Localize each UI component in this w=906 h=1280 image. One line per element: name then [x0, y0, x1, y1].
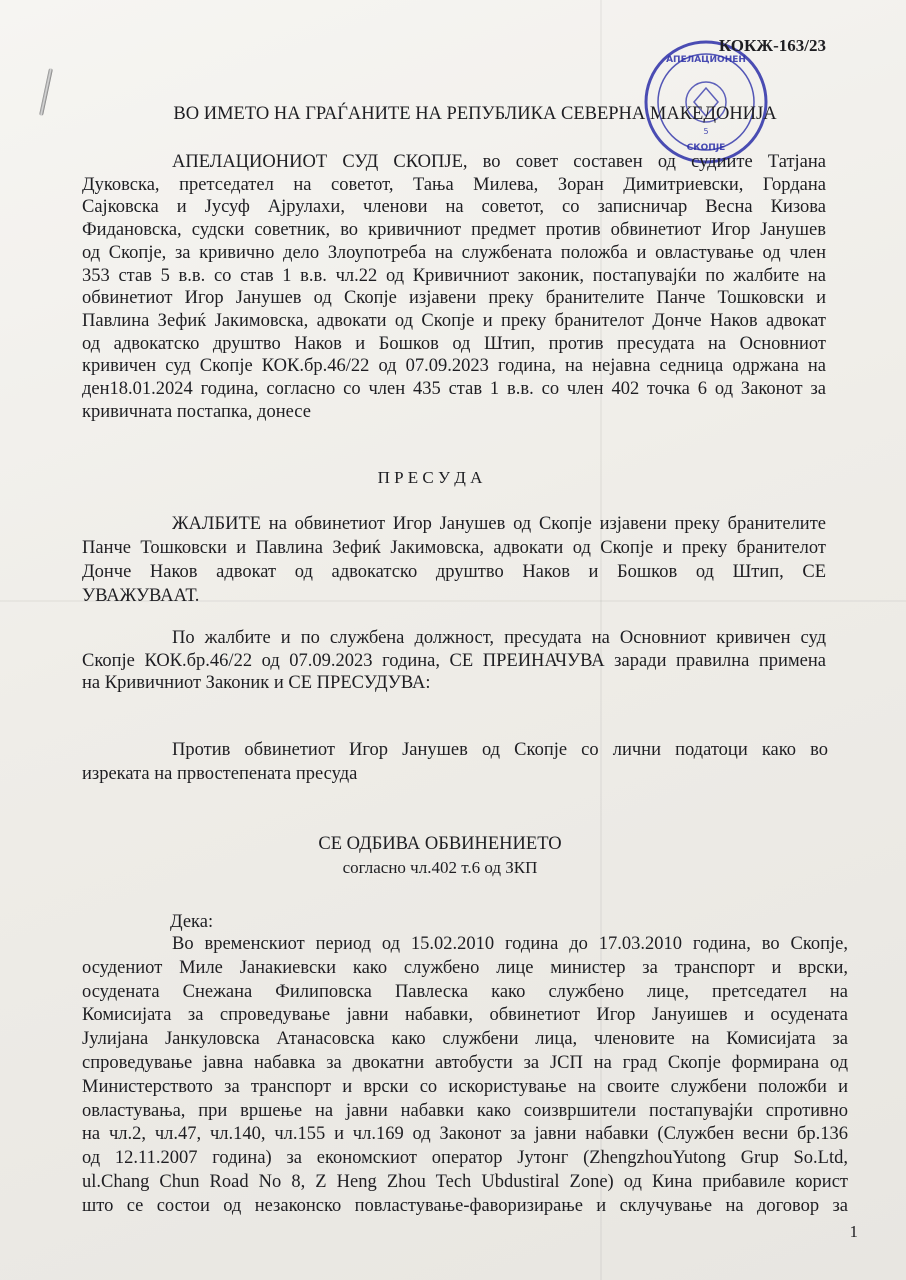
- text-line: Павлина Зефиќ Јакимовска, адвокати од Скопје и преку бранителот Донче Наков адвокат: [82, 310, 826, 331]
- svg-text:АПЕЛАЦИОНЕН: АПЕЛАЦИОНЕН: [666, 55, 746, 65]
- text-line: на чл.2, чл.47, чл.140, чл.155 и чл.169 од Законот за јавни набавки (Службен весни бр.136: [82, 1124, 848, 1145]
- page-number: 1: [849, 1222, 858, 1241]
- staple-mark: [39, 68, 53, 116]
- text-line: спроведување јавна набавка за двокатни автобусти за ЈСП на град Скопје формирана од: [82, 1053, 848, 1073]
- text-line: Против обвинетиот Игор Јанушев од Скопје со лични податоци како во: [172, 740, 828, 760]
- text-line: Дуковска, претседател на советот, Тања Милева, Зоран Димитриевски, Гордана: [82, 174, 826, 195]
- text-line: кривичен суд Скопје КОК.бр.46/22 од 07.09.2023 година, на нејавна седница одржана на: [82, 356, 826, 377]
- text-line: осудениот Миле Јанакиевски како службено лице министер за транспорт и врски,: [82, 957, 848, 978]
- text-line: Јулијана Јанкуловска Атанасовска како службени лица, членовите на Комисијата за: [82, 1029, 848, 1050]
- text-line: УВАЖУВААТ.: [82, 586, 200, 606]
- text-line: Панче Тошковски и Павлина Зефиќ Јакимовска, адвокати од Скопје и преку бранителот: [82, 538, 826, 558]
- dismissal-heading: СЕ ОДБИВА ОБВИНЕНИЕТО: [318, 834, 562, 854]
- text-line: Сајковска и Јусуф Ајрулахи, членови на советот, со записничар Весна Кизова: [82, 197, 826, 218]
- reason-label: Дека:: [170, 912, 214, 932]
- text-line: Скопје КОК.бр.46/22 од 07.09.2023 година, СЕ ПРЕИНАЧУВА заради правилна примена: [82, 650, 826, 671]
- text-line: кривичната постапка, донесе: [82, 401, 311, 422]
- text-line: ден18.01.2024 година, согласно со член 435 став 1 в.в. со член 402 точка 6 од Законот за: [82, 379, 826, 399]
- text-line: 353 став 5 в.в. со став 1 в.в. чл.22 од Кривичниот законик, постапувајќи по жалбите на: [82, 265, 826, 286]
- text-line: од адвокатско друштво Наков и Бошков од Штип, против пресудата на Основниот: [82, 333, 826, 354]
- text-line: Министерството за транспорт и врски со искористување на своите службени положби и: [82, 1076, 848, 1097]
- text-line: АПЕЛАЦИОНИОТ СУД СКОПЈЕ, во совет составен од судиите Татјана: [172, 152, 826, 172]
- verdict-heading: П Р Е С У Д А: [377, 468, 483, 487]
- text-line: обвинетиот Игор Јанушев од Скопје изјавени преку бранителите Панче Тошковски и: [82, 288, 826, 309]
- svg-text:5: 5: [703, 127, 709, 136]
- document-title: ВО ИМЕТО НА ГРАЃАНИТЕ НА РЕПУБЛИКА СЕВЕРНА МАКЕДОНИЈА: [173, 104, 777, 124]
- text-line: осудената Снежана Филиповска Павлеска како службено лице, претседател на: [82, 981, 848, 1002]
- text-line: што се состои од незаконско повластување-фаворизирање и склучување на договор за: [82, 1195, 848, 1216]
- text-line: Во временскиот период од 15.02.2010 година до 17.03.2010 година, во Скопје,: [172, 934, 848, 954]
- dismissal-basis: согласно чл.402 т.6 од ЗКП: [342, 858, 538, 877]
- text-line: ЖАЛБИТЕ на обвинетиот Игор Јанушев од Скопје изјавени преку бранителите: [172, 514, 826, 534]
- case-number: КОКЖ-163/23: [718, 36, 826, 55]
- text-line: од Скопје, за кривично дело Злоупотреба на службената положба и овластување од член: [82, 242, 826, 263]
- svg-text:СКОПЈЕ: СКОПЈЕ: [686, 143, 726, 153]
- text-line: Комисијата за спроведување јавни набавки, обвинетиот Игор Јануишев и осудената: [82, 1005, 848, 1026]
- text-line: По жалбите и по службена должност, пресудата на Основниот кривичен суд: [172, 628, 826, 648]
- text-line: Донче Наков адвокат од адвокатско друштво Наков и Бошков од Штип, СЕ: [82, 562, 826, 582]
- text-line: ul.Chang Chun Road No 8, Z Heng Zhou Tech Ubdustiral Zone) од Кина прибавиле корист: [82, 1172, 848, 1192]
- text-line: изреката на првостепената пресуда: [82, 764, 358, 784]
- text-line: Фидановска, судски советник, во кривичниот предмет против обвинетиот Игор Јанушев: [82, 220, 826, 241]
- text-line: на Кривичниот Законик и СЕ ПРЕСУДУВА:: [82, 673, 431, 693]
- text-line: од 12.11.2007 година) за економскиот оператор Јутонг (ZhengzhouYutong Grup So.Ltd,: [82, 1148, 848, 1169]
- text-line: овластувања, при вршење на јавни набавки како соизвршители постапувајќи спротивно: [82, 1100, 848, 1121]
